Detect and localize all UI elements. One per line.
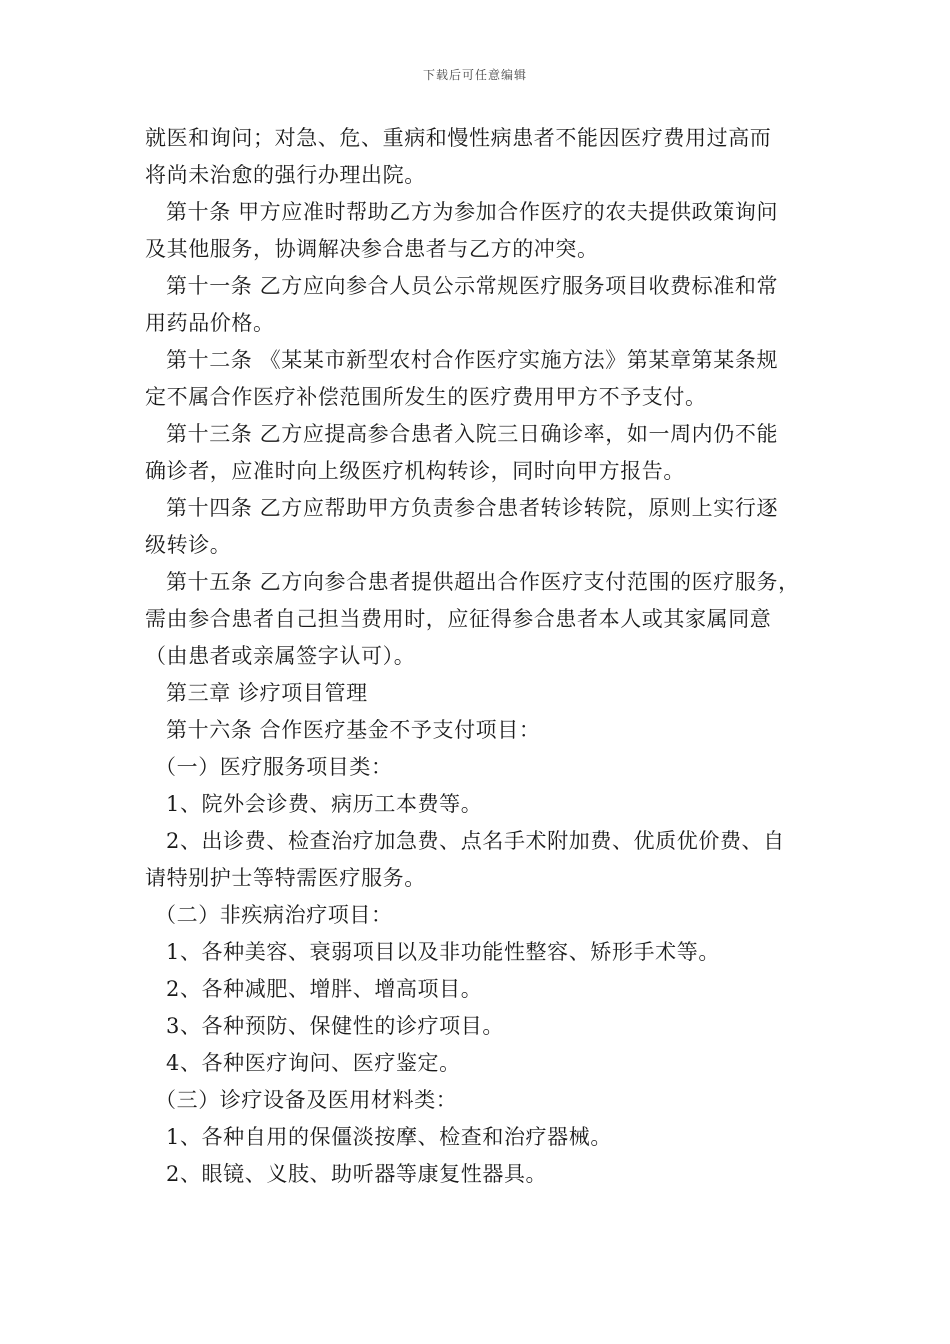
text-line: 3、各种预防、保健性的诊疗项目。 [166, 1014, 504, 1038]
text-line: 2、眼镜、义肢、助听器等康复性器具。 [166, 1162, 548, 1186]
page-header: 下载后可任意编辑 [422, 68, 527, 82]
text-line: 第十一条 乙方应向参合人员公示常规医疗服务项目收费标准和常 [166, 274, 779, 298]
text-line: 1、各种美容、衰弱项目以及非功能性整容、矫形手术等。 [166, 940, 720, 964]
text-line: 定不属合作医疗补偿范围所发生的医疗费用甲方不予支付。 [145, 385, 707, 409]
text-line: （二）非疾病治疗项目： [155, 903, 393, 927]
text-line: 用药品价格。 [145, 311, 275, 335]
text-line: 2、出诊费、检查治疗加急费、点名手术附加费、优质优价费、自 [166, 829, 785, 853]
text-line: 第十五条 乙方向参合患者提供超出合作医疗支付范围的医疗服务， [166, 570, 800, 594]
text-line: 请特别护士等特需医疗服务。 [145, 866, 426, 890]
text-line: 及其他服务，协调解决参合患者与乙方的冲突。 [145, 237, 599, 261]
text-line: 第十四条 乙方应帮助甲方负责参合患者转诊转院，原则上实行逐 [166, 496, 779, 520]
text-line: 将尚未治愈的强行办理出院。 [145, 163, 426, 187]
text-line: 第十条 甲方应准时帮助乙方为参加合作医疗的农夫提供政策询问 [166, 200, 779, 224]
text-line: 1、院外会诊费、病历工本费等。 [166, 792, 483, 816]
text-line: 就医和询问；对急、危、重病和慢性病患者不能因医疗费用过高而 [145, 126, 772, 150]
text-line: 确诊者，应准时向上级医疗机构转诊，同时向甲方报告。 [145, 459, 685, 483]
text-line: 第十三条 乙方应提高参合患者入院三日确诊率，如一周内仍不能 [166, 422, 779, 446]
document-body [145, 120, 815, 1193]
text-line: 第三章 诊疗项目管理 [166, 681, 368, 705]
text-line: 级转诊。 [145, 533, 232, 557]
text-line: 4、各种医疗询问、医疗鉴定。 [166, 1051, 461, 1075]
text-line: 2、各种减肥、增胖、增高项目。 [166, 977, 483, 1001]
text-line: 第十二条 《某某市新型农村合作医疗实施方法》第某章第某条规 [166, 348, 779, 372]
text-line: （由患者或亲属签字认可）。 [145, 644, 416, 668]
text-line: 需由参合患者自己担当费用时，应征得参合患者本人或其家属同意 [145, 607, 772, 631]
text-line: 第十六条 合作医疗基金不予支付项目： [166, 718, 541, 742]
text-line: （一）医疗服务项目类： [155, 755, 393, 779]
text-line: 1、各种自用的保僵淡按摩、检查和治疗器械。 [166, 1125, 612, 1149]
text-line: （三）诊疗设备及医用材料类： [155, 1088, 458, 1112]
